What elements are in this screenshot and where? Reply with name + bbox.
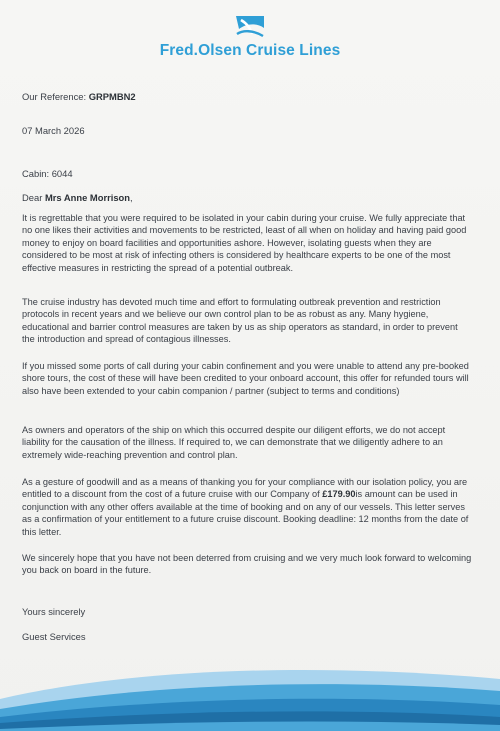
- discount-amount: £179.90: [322, 489, 356, 500]
- signature: Guest Services: [22, 631, 86, 642]
- cabin-number: Cabin: 6044: [22, 168, 73, 179]
- letter-date: 07 March 2026: [22, 125, 85, 136]
- brand-emblem-icon: [233, 14, 267, 40]
- salutation-suffix: ,: [130, 192, 133, 203]
- paragraph-missed-ports: If you missed some ports of call during your cabin confinement and you were unable to attend any pre-booked shore tours, the cost of these will have been credited to your onboard account, this offer for refunded tours will also have been extended to your cabin companion / partner (subject to terms and conditions): [22, 361, 469, 396]
- salutation-prefix: Dear: [22, 192, 43, 203]
- paragraph-industry: The cruise industry has devoted much time and effort to formulating outbreak prevention and restriction protocols in recent years and we believe our own control plan to be as robust as any. Many hygiene, educational and barrier control measures are taken by us as ship operators as standard, in order to prevent the introduction and spread of contagious illnesses.: [22, 297, 458, 345]
- footer-wave-decoration: [0, 651, 500, 731]
- brand-logo: [0, 14, 500, 60]
- paragraph-closing-hope: We sincerely hope that you have not been deterred from cruising and we very much look forward to welcoming you back on board in the future.: [22, 553, 472, 576]
- salutation: [22, 192, 133, 204]
- reference-label: Our Reference:: [22, 91, 87, 102]
- paragraph-isolation: It is regrettable that you were required to be isolated in your cabin during your cruise. We fully appreciate that no one likes their activities and movements to be restricted, least of all when on holiday and having paid good money to enjoy on board facilities and opportunities ashore. However, isolating guests when they are considered to be most at risk of infecting others is considered by healthcare experts to be one of the most effective measures in restricting the spread of a potential outbreak.: [22, 213, 467, 273]
- recipient-name: Mrs Anne Morrison: [44, 192, 131, 203]
- goodwill-text-end: is amount can be used in conjunction with any other offers available at the time of booking and on any of our vessels. This letter serves as a confirmation of your entitlement to a future cruise discount. Booking deadline: 12 months from the date of this letter.: [22, 489, 469, 537]
- paragraph-liability: As owners and operators of the ship on which this occurred despite our diligent efforts, we do not accept liability for the causation of the illness. If required to, we can demonstrate that we diligently adhere to an extremely wide-reaching prevention and control plan.: [22, 425, 446, 460]
- paragraph-goodwill: [22, 476, 472, 538]
- brand-name: Fred.Olsen Cruise Lines: [159, 42, 341, 59]
- reference-value: GRPMBN2: [88, 91, 136, 102]
- reference-line: [22, 91, 136, 103]
- goodwill-text-start: As a gesture of goodwill and as a means of thanking you for your compliance with our isolation policy, you are entitled to a discount from the cost of a future cruise with our Company of: [22, 477, 468, 500]
- closing: Yours sincerely: [22, 606, 86, 617]
